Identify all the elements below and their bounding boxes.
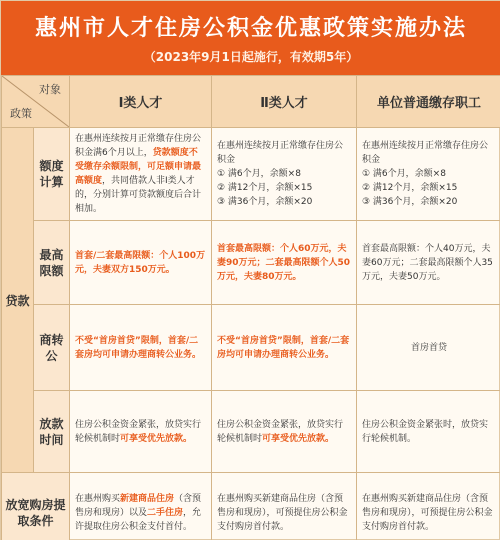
quota-class2-line: 在惠州连续按月正常缴存住房公积金 xyxy=(217,141,344,165)
quota-ordinary-cell xyxy=(357,128,500,221)
quota-class1-cell xyxy=(70,128,212,221)
column-header-class2: Ⅱ类人才 xyxy=(212,76,357,128)
limit-ordinary-text: 首套最高限额：个人40万元，夫妻60万元；二套最高限额个人35万元，夫妻50万元。 xyxy=(362,243,493,282)
withdraw-class1-text: 在惠州购买 xyxy=(75,493,121,504)
quota-class1-text: 在惠州连续按月正常缴存住房公积金满6个月以上， xyxy=(75,134,202,158)
withdraw-class2-cell xyxy=(212,473,357,540)
row-label-transfer: 商转公 xyxy=(34,305,70,391)
withdraw-class1-text-2: （含预售房和现房）以及 xyxy=(75,493,202,518)
limit-class2-text: 首套最高限额：个人60万元，夫妻90万元；二套最高限额个人50万元，夫妻80万元。 xyxy=(217,243,351,282)
quota-ordinary-line: ② 满12个月，余额×15 xyxy=(362,183,458,193)
row-quota xyxy=(2,128,500,221)
object-label: 对象 xyxy=(39,83,61,96)
header-row xyxy=(2,76,500,128)
limit-class2-cell xyxy=(212,221,357,305)
row-timing xyxy=(2,391,500,473)
transfer-class1-text: 不受“首房首贷”限制，首套/二套房均可申请办理商转公业务。 xyxy=(75,335,202,360)
transfer-ordinary-text: 首房首贷 xyxy=(410,342,447,353)
quota-ordinary-line: ③ 满36个月，余额×20 xyxy=(362,197,458,207)
withdraw-class1-cell xyxy=(70,473,212,540)
timing-class1-text: 住房公积金资金紧张，放贷实行轮候机制时 xyxy=(75,419,202,444)
timing-class1-cell xyxy=(70,391,212,473)
transfer-class2-cell xyxy=(212,305,357,391)
column-header-ordinary: 单位普通缴存职工 xyxy=(357,76,500,128)
row-label-withdraw: 放宽购房提取条件 xyxy=(2,473,70,540)
row-label-quota: 额度计算 xyxy=(34,128,70,221)
diagonal-header-cell xyxy=(2,76,70,128)
row-label-limit: 最高限额 xyxy=(34,221,70,305)
group-label-loan: 贷款 xyxy=(2,128,34,473)
withdraw-class1-highlight-2: 二手住房 xyxy=(147,507,184,518)
page-subtitle: （2023年9月1日起施行，有效期5年） xyxy=(143,50,359,64)
quota-class2-line: ② 满12个月，余额×15 xyxy=(217,183,313,193)
policy-label: 政策 xyxy=(10,107,32,120)
timing-class2-text: 住房公积金资金紧张，放贷实行轮候机制时 xyxy=(217,419,344,444)
withdraw-ordinary-cell xyxy=(357,473,500,540)
limit-class1-text: 首套/二套最高限额：个人100万元，夫妻双方150万元。 xyxy=(75,250,206,275)
row-label-timing: 放款时间 xyxy=(34,391,70,473)
quota-ordinary-line: ① 满6个月，余额×8 xyxy=(362,169,446,179)
timing-class2-highlight: 可享受优先放款。 xyxy=(262,433,335,444)
transfer-class1-cell xyxy=(70,305,212,391)
quota-class2-line: ① 满6个月，余额×8 xyxy=(217,169,301,179)
column-header-class1: Ⅰ类人才 xyxy=(70,76,212,128)
withdraw-class1-text-3: ，允许提取住房公积金支付首付。 xyxy=(75,507,202,532)
row-transfer xyxy=(2,305,500,391)
transfer-class2-text: 不受“首房首贷”限制，首套/二套房均可申请办理商转公业务。 xyxy=(217,335,350,360)
transfer-ordinary-cell xyxy=(357,305,500,391)
quota-class1-text-2: ，共同借款人非Ⅰ类人才的，分别计算可贷款额度后合计相加。 xyxy=(75,176,202,214)
timing-class2-cell xyxy=(212,391,357,473)
withdraw-ordinary-text: 在惠州购买新建商品住房（含预售房和现房），可预提住房公积金支付购房首付款。 xyxy=(362,493,493,532)
limit-class1-cell xyxy=(70,221,212,305)
withdraw-class1-highlight: 新建商品住房 xyxy=(120,493,175,504)
quota-class1-highlight: 贷款额度不受缴存余额限制，可足额申请最高额度 xyxy=(75,148,202,186)
row-withdraw xyxy=(2,473,500,540)
quota-class2-line: ③ 满36个月，余额×20 xyxy=(217,197,313,207)
withdraw-class2-text: 在惠州购买新建商品住房（含预售房和现房），可预提住房公积金支付购房首付款。 xyxy=(217,493,348,532)
page-title: 惠州市人才住房公积金优惠政策实施办法 xyxy=(34,16,467,41)
limit-ordinary-cell xyxy=(357,221,500,305)
timing-ordinary-cell xyxy=(357,391,500,473)
timing-ordinary-text: 住房公积金资金紧张时，放贷实行轮候机制。 xyxy=(362,419,489,444)
policy-table xyxy=(1,75,500,540)
timing-class1-highlight: 可享受优先放款。 xyxy=(120,433,193,444)
quota-class2-cell xyxy=(212,128,357,221)
title-banner xyxy=(1,1,500,75)
row-limit xyxy=(2,221,500,305)
quota-ordinary-line: 在惠州连续按月正常缴存住房公积金 xyxy=(362,141,489,165)
